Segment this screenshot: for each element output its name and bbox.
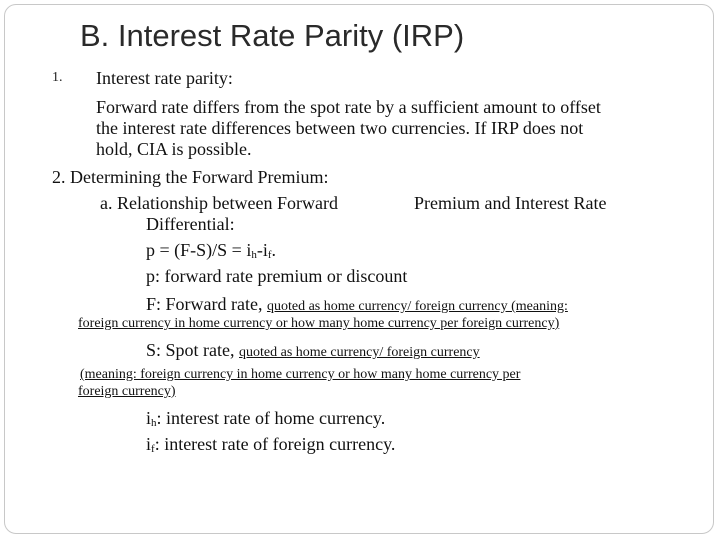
f-definition [146, 294, 568, 317]
ih-text: : interest rate of home currency. [156, 408, 386, 428]
item-1-body-line-2: the interest rate differences between two currencies. If IRP does not [96, 118, 584, 138]
item-1-body-line-1: Forward rate differs from the spot rate by a sufficient amount to offset [96, 97, 601, 117]
sub-a-line-2: Differential: [146, 214, 235, 234]
formula-main: p = (F-S)/S = i [146, 240, 252, 260]
ih-definition [146, 408, 385, 433]
s-definition [146, 340, 480, 363]
s-definition-meaning-1: (meaning: foreign currency in home currency or how many home currency per [80, 367, 521, 382]
ih-label: i [146, 408, 152, 428]
sub-a-part-1: a. Relationship between Forward [100, 193, 338, 213]
if-text: : interest rate of foreign currency. [154, 434, 396, 454]
sub-a-part-2: Premium and Interest Rate [414, 193, 607, 213]
item-1-body-line-3: hold, CIA is possible. [96, 139, 252, 159]
if-definition [146, 434, 395, 459]
item-2-heading: 2. Determining the Forward Premium: [52, 167, 329, 187]
s-definition-note: quoted as home currency/ foreign currency [239, 345, 480, 360]
f-definition-note-1: quoted as home currency/ foreign currency (meaning: [266, 299, 568, 314]
ih-sub: h [151, 417, 157, 429]
if-label: i [146, 434, 152, 454]
formula-sub-h: h [251, 249, 257, 261]
formula-end: . [271, 240, 276, 260]
formula-mid: -i [256, 240, 268, 260]
if-sub: f [151, 443, 155, 455]
formula-sub-f: f [267, 249, 272, 261]
s-definition-meaning-2: foreign currency) [78, 384, 176, 399]
s-definition-main: S: Spot rate, [146, 340, 235, 360]
item-1-heading: Interest rate parity: [96, 68, 233, 88]
slide-title: B. Interest Rate Parity (IRP) [80, 18, 465, 53]
f-definition-main: F: Forward rate, [146, 294, 263, 314]
f-definition-note-2: foreign currency in home currency or how many home currency per foreign currency) [78, 316, 560, 331]
item-1-number: 1. [52, 70, 63, 85]
formula [146, 240, 276, 265]
p-definition: p: forward rate premium or discount [146, 266, 408, 286]
